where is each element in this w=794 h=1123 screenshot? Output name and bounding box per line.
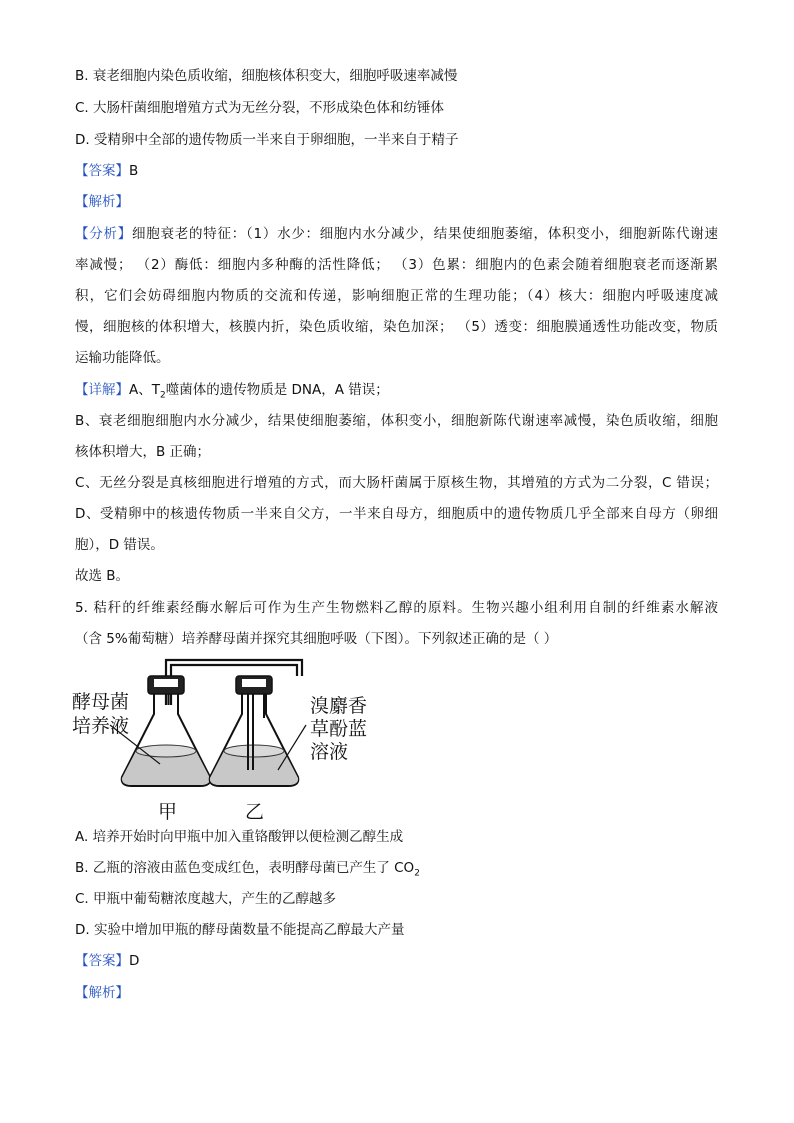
connecting-tube [166, 660, 302, 705]
q5-stem-2: （含 5%葡萄糖）培养酵母菌并探究其细胞呼吸（下图）。下列叙述正确的是（ ） [75, 631, 558, 647]
label-yeast: 酵母菌 [72, 691, 130, 713]
q5-answer [75, 951, 139, 971]
q4-detail-d-1: D、受精卵中的核遗传物质一半来自父方，一半来自母方，细胞质中的遗传物质几乎全部来自母方（卵细 [75, 506, 718, 522]
label-flask-jia: 甲 [158, 801, 178, 823]
flask-experiment-figure [70, 652, 390, 827]
liquid-jia-surface [136, 745, 196, 757]
q4-detail-a: 【详解】A、$T_2$噬菌体的遗传物质是 DNA，A 错误； [75, 382, 389, 401]
flask-diagram [70, 652, 390, 827]
q4-option-c: C. 大肠杆菌细胞增殖方式为无丝分裂，不形成染色体和纺锤体 [75, 100, 445, 116]
answer-value: B [129, 163, 139, 179]
label-flask-yi: 乙 [245, 801, 265, 823]
stopper-jia-highlight [154, 679, 178, 687]
fenxi-tag: 【分析】 [75, 226, 132, 242]
answer-tag: 【答案】 [75, 953, 129, 969]
label-culture: 培养液 [72, 715, 130, 737]
q4-fenxi-line-1: 【分析】细胞衰老的特征：（1）水少：细胞内水分减少，结果使细胞萎缩，体积变小，细胞新陈代谢速 [75, 226, 719, 242]
q4-answer [75, 161, 138, 181]
q4-fenxi-line-5: 运输功能降低。 [75, 350, 170, 366]
stopper-yi-highlight [242, 679, 266, 687]
q4-detail-b-1: B、衰老细胞细胞内水分减少，结果使细胞萎缩，体积变小，细胞新陈代谢速率减慢，染色质收缩，细胞 [75, 413, 718, 429]
q5-option-b: B. 乙瓶的溶液由蓝色变成红色，表明酵母菌已产生了 $CO_2$ [75, 860, 420, 879]
q5-option-a: A. 培养开始时向甲瓶中加入重铬酸钾以便检测乙醇生成 [75, 829, 404, 845]
q4-fenxi-line-3: 积，它们会妨碍细胞内物质的交流和传递，影响细胞正常的生理功能；（4）核大：细胞内呼吸速度减 [75, 288, 718, 304]
q4-option-d: D. 受精卵中全部的遗传物质一半来自于卵细胞，一半来自于精子 [75, 132, 459, 148]
q4-detail-c: C、无丝分裂是真核细胞进行增殖的方式，而大肠杆菌属于原核生物，其增殖的方式为二分裂，C 错误； [75, 475, 718, 491]
answer-tag: 【答案】 [75, 163, 129, 179]
q4-conclusion: 故选 B。 [75, 568, 130, 584]
q4-analysis-tag: 【解析】 [75, 194, 129, 210]
label-thymol: 草酚蓝 [310, 718, 368, 740]
connecting-tube-inner [171, 665, 297, 705]
q5-option-c: C. 甲瓶中葡萄糖浓度越大，产生的乙醇越多 [75, 891, 337, 907]
q4-fenxi-line-4: 慢，细胞核的体积增大，核膜内折，染色质收缩，染色加深； （5）透变：细胞膜通透性功能改变，物质 [75, 319, 718, 335]
flask-jia [122, 676, 211, 786]
flask-yi [210, 676, 299, 786]
q5-option-d: D. 实验中增加甲瓶的酵母菌数量不能提高乙醇最大产量 [75, 922, 405, 938]
q4-detail-d-2: 胞），D 错误。 [75, 537, 164, 553]
q5-stem-1: 5. 秸秆的纤维素经酶水解后可作为生产生物燃料乙醇的原料。生物兴趣小组利用自制的纤维素水解液 [75, 600, 718, 616]
answer-value: D [129, 953, 140, 969]
q5-analysis-tag: 【解析】 [75, 985, 129, 1001]
label-solution: 溶液 [310, 741, 349, 763]
q4-detail-b-2: 核体积增大，B 正确； [75, 444, 211, 460]
q4-option-b: B. 衰老细胞内染色质收缩，细胞核体积变大，细胞呼吸速率减慢 [75, 68, 458, 84]
detail-tag: 【详解】 [75, 382, 129, 398]
q4-fenxi-line-2: 率减慢； （2）酶低：细胞内多种酶的活性降低； （3）色累：细胞内的色素会随着细胞衰老而逐渐累 [75, 257, 718, 273]
label-bromo: 溴麝香 [310, 695, 368, 717]
